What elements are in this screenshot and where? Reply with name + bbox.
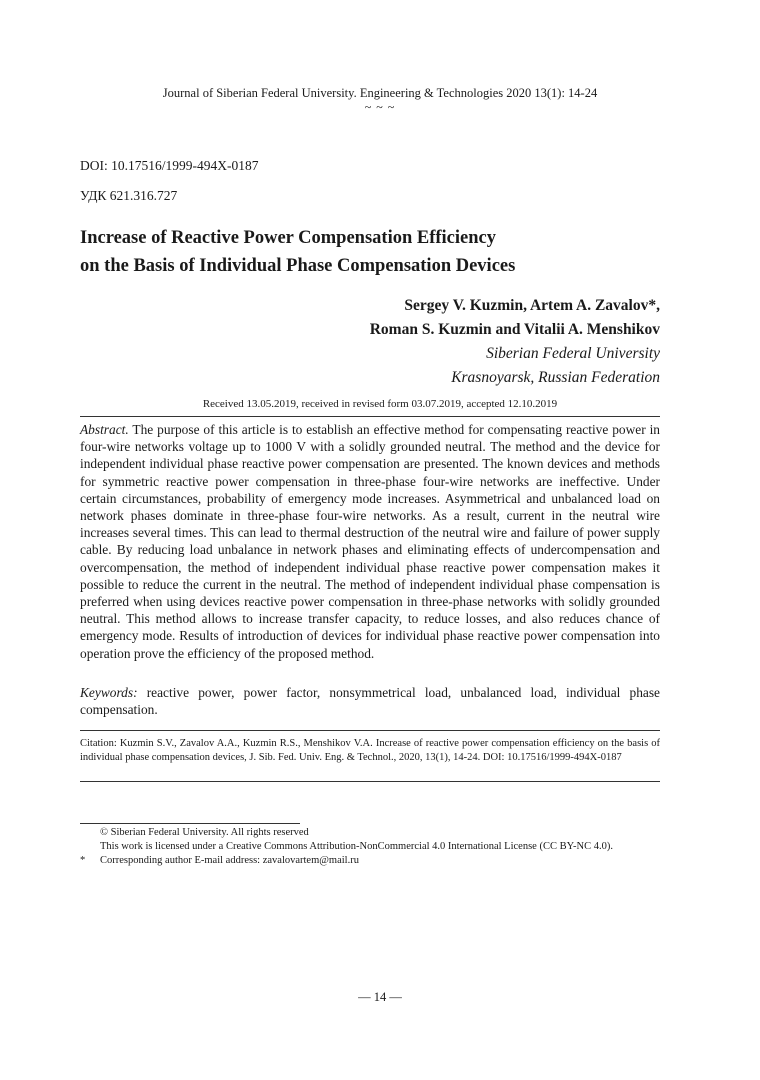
keywords	[80, 684, 660, 718]
title-line-2: on the Basis of Individual Phase Compensation Devices	[80, 256, 516, 276]
author-block	[370, 294, 660, 390]
page-number: — 14 —	[358, 990, 402, 1004]
footnote-rule	[80, 823, 300, 824]
divider	[80, 730, 660, 731]
authors-line-2: Roman S. Kuzmin and Vitalii A. Menshikov	[369, 321, 660, 338]
keywords-text: reactive power, power factor, nonsymmetrical load, unbalanced load, individual phase compensation.	[80, 685, 660, 718]
abstract-text: The purpose of this article is to establish an effective method for compensating reactive power in four-wire networks voltage up to 1000 V with a solidly grounded neutral. The method and the device for independent individual phase reactive power compensation are presented. The known devices and methods for symmetric reactive power compensation in three-phase four-wire networks are ineffective. Under certain circumstances, probability of emergency mode increases. Asymmetrical and unbalanced load on network phases dominate in three-phase four-wire networks. As a result, current in the neutral wire increases several times. This can lead to thermal destruction of the neutral wire and failure of power supply cable. By reducing load unbalance in network phases and eliminating effects of undercompensation and overcompensation, the method of independent individual phase reactive power compensation makes it possible to reduce the current in the neutral. The method of independent individual phase compensation is preferred when using devices reactive power compensation in three-phase networks with solidly grounded neutral. This method allows to increase transfer capacity, to reduce losses, and also reduces chance of emergency mode. Results of introduction of devices for individual phase reactive power compensation into operation prove the efficiency of the proposed method.	[80, 422, 660, 661]
footnote-copyright: © Siberian Federal University. All rights reserved	[100, 827, 309, 838]
authors-line-1: Sergey V. Kuzmin, Artem A. Zavalov*,	[404, 297, 660, 314]
received-dates: Received 13.05.2019, received in revised form 03.07.2019, accepted 12.10.2019	[202, 398, 558, 410]
affiliation-1: Siberian Federal University	[486, 345, 660, 362]
abstract	[80, 421, 660, 662]
udk: УДК 621.316.727	[80, 188, 178, 203]
header-separator: ~ ~ ~	[364, 100, 396, 114]
divider	[80, 416, 660, 417]
footnote-license: This work is licensed under a Creative Commons Attribution-NonCommercial 4.0 International License (CC BY-NC 4.0).	[100, 841, 613, 852]
keywords-label: Keywords:	[80, 685, 138, 700]
citation: Citation: Kuzmin S.V., Zavalov A.A., Kuzmin R.S., Menshikov V.A. Increase of reactive power compensation efficiency on the basis of individual phase compensation devices, J. Sib. Fed. Univ. Eng. & Technol., 2020, 13(1), 14-24. DOI: 10.17516/1999-494X-0187	[80, 738, 660, 763]
footnote-corresponding: * Corresponding author E-mail address: zavalovartem@mail.ru	[80, 855, 359, 866]
title-line-1: Increase of Reactive Power Compensation Efficiency	[80, 228, 496, 248]
abstract-label: Abstract.	[80, 422, 129, 437]
affiliation-2: Krasnoyarsk, Russian Federation	[451, 369, 660, 386]
journal-header: Journal of Siberian Federal University. Engineering & Technologies 2020 13(1): 14-24	[162, 86, 598, 100]
doi: DOI: 10.17516/1999-494X-0187	[80, 158, 259, 173]
paper-title	[80, 224, 680, 280]
divider	[80, 781, 660, 782]
